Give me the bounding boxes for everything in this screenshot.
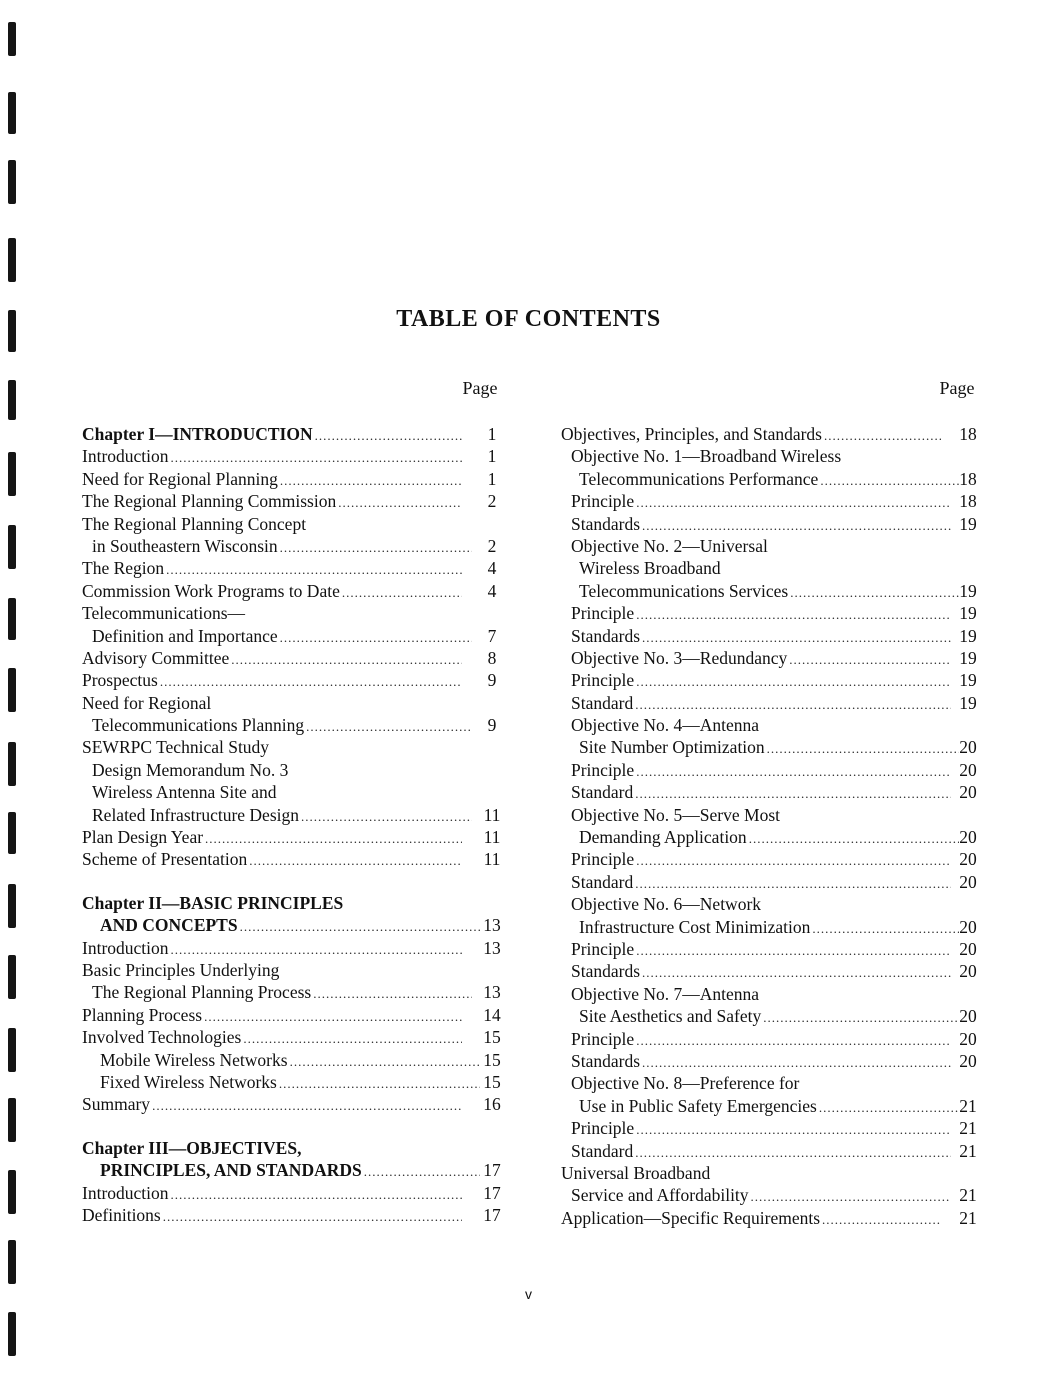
dot-leader (636, 940, 951, 962)
toc-entry-page: 13 (483, 937, 501, 958)
toc-entry (561, 1162, 988, 1184)
toc-entry (82, 804, 512, 826)
toc-entry (82, 714, 512, 736)
toc-entry (82, 892, 512, 914)
toc-entry (561, 1028, 988, 1050)
toc-entry-page: 20 (959, 1028, 977, 1049)
binding-hole (8, 1028, 16, 1072)
toc-entry (561, 759, 988, 781)
toc-entry-title: The Regional Planning Concept (82, 513, 307, 534)
toc-entry-page: 21 (959, 1095, 977, 1116)
dot-leader (342, 582, 462, 604)
toc-entry (561, 647, 988, 669)
dot-leader (636, 671, 951, 693)
toc-entry (82, 736, 512, 758)
toc-entry-title: Design Memorandum No. 3 (92, 759, 289, 780)
toc-entry (561, 804, 988, 826)
toc-entry-title: Chapter III—OBJECTIVES, (82, 1137, 302, 1158)
toc-entry-title: Use in Public Safety Emergencies (579, 1095, 817, 1116)
toc-entry-title: Wireless Broadband (579, 558, 721, 579)
dot-leader (635, 873, 951, 895)
dot-leader (313, 983, 472, 1005)
toc-entry (561, 848, 988, 870)
toc-entry (561, 1050, 988, 1072)
toc-entry-page: 21 (959, 1118, 977, 1139)
dot-leader (364, 1161, 480, 1183)
toc-entry-title: Definitions (82, 1204, 161, 1225)
toc-entry (82, 1071, 512, 1093)
toc-entry-title: Principle (571, 603, 635, 624)
toc-entry-title: Principle (571, 670, 635, 691)
toc-entry-title: Standard (571, 692, 634, 713)
toc-entry (561, 938, 988, 960)
dot-leader (636, 604, 951, 626)
toc-entry (82, 423, 512, 445)
toc-entry-page: 18 (959, 468, 977, 489)
toc-entry (82, 1026, 512, 1048)
toc-entry-title: Standards (571, 625, 641, 646)
dot-leader (243, 1028, 462, 1050)
toc-entry-page: 19 (959, 580, 977, 601)
binding-hole (8, 884, 16, 928)
toc-entry (82, 535, 512, 557)
toc-entry-title: Universal Broadband (561, 1162, 711, 1183)
dot-leader (642, 1052, 951, 1074)
page-column-heading-left: Page (462, 378, 498, 398)
dot-leader (749, 828, 959, 850)
toc-entry-title: Principle (571, 938, 635, 959)
toc-entry-title: Related Infrastructure Design (92, 804, 300, 825)
dot-leader (171, 939, 462, 961)
toc-entry (82, 602, 512, 624)
toc-entry (561, 1207, 988, 1229)
toc-entry-page: 1 (487, 446, 497, 467)
dot-leader (280, 627, 472, 649)
toc-entry-title: Site Aesthetics and Safety (579, 1006, 762, 1027)
toc-entry (561, 1184, 988, 1206)
toc-entry (82, 557, 512, 579)
toc-entry-page: 20 (959, 827, 977, 848)
toc-entry-title: Standard (571, 1140, 634, 1161)
toc-entry-page: 4 (487, 580, 497, 601)
binding-hole (8, 742, 16, 786)
toc-entry-title: Objective No. 3—Redundancy (571, 647, 788, 668)
dot-leader (635, 1142, 951, 1164)
toc-entry-page: 19 (959, 513, 977, 534)
dot-leader (789, 649, 951, 671)
toc-entry (561, 826, 988, 848)
toc-entry-page: 15 (483, 1049, 501, 1070)
toc-entry (561, 423, 988, 445)
dot-leader (812, 918, 959, 940)
toc-entry-page: 1 (487, 424, 497, 444)
toc-entry-title: AND CONCEPTS (100, 915, 238, 936)
toc-entry-page: 7 (487, 625, 497, 646)
dot-leader (636, 850, 951, 872)
dot-leader (163, 1206, 462, 1228)
toc-entry-title: Telecommunications Planning (92, 715, 305, 736)
toc-entry-title: The Regional Planning Commission (82, 491, 337, 512)
dot-leader (636, 1030, 951, 1052)
toc-entry (561, 557, 988, 579)
toc-entry (82, 468, 512, 490)
toc-entry-page: 19 (959, 603, 977, 624)
binding-hole (8, 160, 16, 204)
toc-entry-page: 2 (487, 535, 497, 556)
binding-hole (8, 955, 16, 999)
toc-entry-title: Wireless Antenna Site and (92, 782, 277, 803)
toc-entry-page: 11 (483, 849, 501, 870)
toc-entry (82, 580, 512, 602)
toc-entry (82, 1004, 512, 1026)
toc-entry-page: 11 (483, 804, 501, 825)
toc-entry (561, 692, 988, 714)
toc-entry-title: Introduction (82, 937, 169, 958)
toc-entry-page: 20 (959, 871, 977, 892)
toc-right-column (561, 423, 988, 1229)
toc-entry (561, 669, 988, 691)
toc-entry-title: Principle (571, 849, 635, 870)
toc-entry-title: PRINCIPLES, AND STANDARDS (100, 1160, 362, 1181)
binding-hole (8, 1312, 16, 1356)
dot-leader (280, 537, 472, 559)
toc-entry-page: 2 (487, 491, 497, 512)
toc-entry-title: Standard (571, 782, 634, 803)
toc-entry-title: Planning Process (82, 1004, 203, 1025)
toc-entry-title: Advisory Committee (82, 647, 230, 668)
dot-leader (280, 470, 462, 492)
toc-entry (561, 983, 988, 1005)
binding-hole (8, 452, 16, 496)
toc-entry (561, 580, 988, 602)
toc-entry (561, 714, 988, 736)
dot-leader (249, 850, 462, 872)
toc-entry-page: 9 (487, 670, 497, 691)
toc-entry (82, 490, 512, 512)
toc-entry-title: Objective No. 2—Universal (571, 535, 768, 556)
toc-entry-title: Standards (571, 1050, 641, 1071)
toc-entry-title: Summary (82, 1094, 151, 1115)
toc-entry-page: 19 (959, 670, 977, 691)
toc-entry (82, 669, 512, 691)
toc-entry-page: 20 (959, 1006, 977, 1027)
toc-entry-title: The Region (82, 558, 165, 579)
toc-entry (561, 893, 988, 915)
toc-entry-title: Objective No. 8—Preference for (571, 1073, 800, 1094)
toc-entry-title: Principle (571, 1028, 635, 1049)
toc-entry (82, 445, 512, 467)
toc-entry (561, 1005, 988, 1027)
toc-entry-page: 11 (483, 827, 501, 848)
dot-leader (204, 1006, 462, 1028)
toc-entry (561, 781, 988, 803)
toc-entry-title: Need for Regional (82, 692, 212, 713)
toc-entry-page: 20 (959, 759, 977, 780)
binding-hole (8, 1170, 16, 1214)
toc-entry-page: 17 (483, 1204, 501, 1225)
toc-entry (82, 1049, 512, 1071)
dot-leader (152, 1095, 462, 1117)
dot-leader (642, 515, 951, 537)
toc-entry-title: Objective No. 5—Serve Most (571, 804, 780, 825)
toc-entry-title: Objective No. 6—Network (571, 894, 762, 915)
toc-entry-title: Objectives, Principles, and Standards (561, 424, 822, 444)
dot-leader (315, 425, 462, 447)
dot-leader (205, 828, 462, 850)
toc-entry (82, 848, 512, 870)
dot-leader (160, 671, 462, 693)
dot-leader (642, 627, 951, 649)
toc-entry-page: 13 (483, 915, 501, 936)
binding-hole (8, 238, 16, 282)
toc-entry (82, 781, 512, 803)
dot-leader (306, 716, 472, 738)
footer-page-number: v (525, 1286, 532, 1302)
toc-entry-title: Site Number Optimization (579, 737, 765, 758)
toc-entry-page: 21 (959, 1140, 977, 1161)
toc-entry-title: Plan Design Year (82, 827, 204, 848)
toc-entry-title: Prospectus (82, 670, 158, 691)
binding-hole (8, 525, 16, 569)
toc-entry-title: Chapter II—BASIC PRINCIPLES (82, 892, 344, 913)
toc-entry (561, 960, 988, 982)
toc-entry-page: 1 (487, 468, 497, 489)
toc-entry-page: 9 (487, 715, 497, 736)
toc-entry-page: 15 (483, 1071, 501, 1092)
toc-entry-page: 18 (959, 491, 977, 512)
toc-entry (561, 736, 988, 758)
toc-entry-title: Need for Regional Planning (82, 468, 278, 489)
toc-entry-title: Involved Technologies (82, 1027, 242, 1048)
toc-entry-title: Mobile Wireless Networks (100, 1049, 288, 1070)
toc-entry-title: Definition and Importance (92, 625, 278, 646)
toc-entry-page: 21 (959, 1207, 977, 1228)
toc-entry-page: 18 (959, 424, 977, 444)
toc-entry-title: Fixed Wireless Networks (100, 1071, 277, 1092)
toc-entry-title: in Southeastern Wisconsin (92, 535, 278, 556)
toc-entry-page: 17 (483, 1160, 501, 1181)
toc-entry-title: Commission Work Programs to Date (82, 580, 340, 601)
dot-leader (171, 1184, 462, 1206)
toc-entry (561, 1117, 988, 1139)
toc-entry (82, 1159, 512, 1181)
toc-entry (82, 513, 512, 535)
toc-entry-title: Standard (571, 871, 634, 892)
toc-entry (561, 1095, 988, 1117)
toc-entry-page: 8 (487, 647, 497, 668)
toc-entry (82, 1204, 512, 1226)
toc-entry (561, 625, 988, 647)
dot-leader (790, 582, 959, 604)
dot-leader (635, 783, 951, 805)
toc-entry-page: 20 (959, 961, 977, 982)
toc-entry-page: 4 (487, 558, 497, 579)
toc-entry-page: 20 (959, 938, 977, 959)
toc-entry-title: Application—Specific Requirements (561, 1207, 821, 1228)
binding-hole (8, 22, 16, 56)
dot-leader (642, 962, 951, 984)
toc-entry-page: 19 (959, 692, 977, 713)
toc-entry-page: 20 (959, 1050, 977, 1071)
toc-entry (82, 647, 512, 669)
toc-entry-page: 19 (959, 647, 977, 668)
toc-left-column (82, 423, 512, 1226)
toc-entry-title: Telecommunications— (82, 603, 246, 624)
toc-entry-title: Demanding Application (579, 827, 747, 848)
binding-hole (8, 598, 16, 640)
toc-entry (561, 602, 988, 624)
dot-leader (279, 1073, 480, 1095)
dot-leader (240, 916, 480, 938)
page-column-heading-right: Page (939, 378, 975, 398)
toc-entry-page: 19 (959, 625, 977, 646)
dot-leader (635, 694, 951, 716)
toc-entry (561, 1140, 988, 1162)
dot-leader (636, 492, 951, 514)
toc-entry-title: Basic Principles Underlying (82, 959, 280, 980)
dot-leader (763, 1007, 959, 1029)
toc-entry-title: The Regional Planning Process (92, 982, 312, 1003)
toc-entry-title: Objective No. 1—Broadband Wireless (571, 446, 842, 467)
toc-entry (82, 914, 512, 936)
toc-entry-title: Objective No. 4—Antenna (571, 715, 760, 736)
dot-leader (171, 447, 462, 469)
dot-leader (822, 1209, 941, 1231)
toc-entry (561, 490, 988, 512)
binding-hole (8, 1098, 16, 1142)
toc-entry-page: 15 (483, 1027, 501, 1048)
dot-leader (166, 559, 462, 581)
page-title: TABLE OF CONTENTS (396, 306, 661, 332)
binding-hole (8, 1240, 16, 1284)
toc-entry (82, 759, 512, 781)
toc-entry (561, 535, 988, 557)
toc-entry-title: Scheme of Presentation (82, 849, 248, 870)
toc-entry (82, 692, 512, 714)
dot-leader (301, 806, 472, 828)
toc-entry (82, 1182, 512, 1204)
dot-leader (819, 1097, 959, 1119)
toc-entry (561, 445, 988, 467)
dot-leader (767, 738, 959, 760)
toc-entry-title: Standards (571, 513, 641, 534)
toc-entry-title: Infrastructure Cost Minimization (579, 916, 811, 937)
toc-entry-page: 20 (959, 849, 977, 870)
dot-leader (231, 649, 462, 671)
dot-leader (751, 1186, 951, 1208)
toc-entry-page: 21 (959, 1185, 977, 1206)
binding-hole (8, 812, 16, 854)
dot-leader (820, 470, 959, 492)
toc-entry-page: 20 (959, 737, 977, 758)
toc-entry-page: 16 (483, 1094, 501, 1115)
dot-leader (290, 1051, 480, 1073)
toc-entry-title: Telecommunications Services (579, 580, 789, 601)
toc-entry-title: Introduction (82, 446, 169, 467)
toc-entry (561, 1072, 988, 1094)
toc-entry-page: 13 (483, 982, 501, 1003)
toc-entry (561, 468, 988, 490)
toc-entry-page: 14 (483, 1004, 501, 1025)
dot-leader (636, 1119, 951, 1141)
toc-entry-title: SEWRPC Technical Study (82, 737, 270, 758)
toc-entry-title: Principle (571, 1118, 635, 1139)
toc-entry-title: Principle (571, 759, 635, 780)
binding-hole (8, 668, 16, 712)
toc-entry (82, 1093, 512, 1115)
toc-entry (561, 871, 988, 893)
toc-entry-title: Objective No. 7—Antenna (571, 983, 760, 1004)
binding-holes (6, 0, 22, 1379)
toc-entry-title: Principle (571, 491, 635, 512)
dot-leader (824, 425, 941, 447)
toc-entry (82, 981, 512, 1003)
toc-entry (82, 1137, 512, 1159)
dot-leader (338, 492, 462, 514)
toc-entry-title: Telecommunications Performance (579, 468, 819, 489)
toc-entry (82, 625, 512, 647)
toc-entry-title: Service and Affordability (571, 1185, 749, 1206)
toc-entry-page: 20 (959, 916, 977, 937)
binding-hole (8, 380, 16, 420)
toc-entry-title: Introduction (82, 1182, 169, 1203)
binding-hole (8, 92, 16, 134)
toc-entry (561, 513, 988, 535)
toc-entry (561, 916, 988, 938)
toc-entry (82, 959, 512, 981)
toc-entry-page: 20 (959, 782, 977, 803)
toc-entry (82, 937, 512, 959)
dot-leader (636, 761, 951, 783)
toc-entry (82, 826, 512, 848)
toc-entry-page: 17 (483, 1182, 501, 1203)
toc-entry-title: Standards (571, 961, 641, 982)
toc-entry-title: Chapter I—INTRODUCTION (82, 424, 313, 444)
